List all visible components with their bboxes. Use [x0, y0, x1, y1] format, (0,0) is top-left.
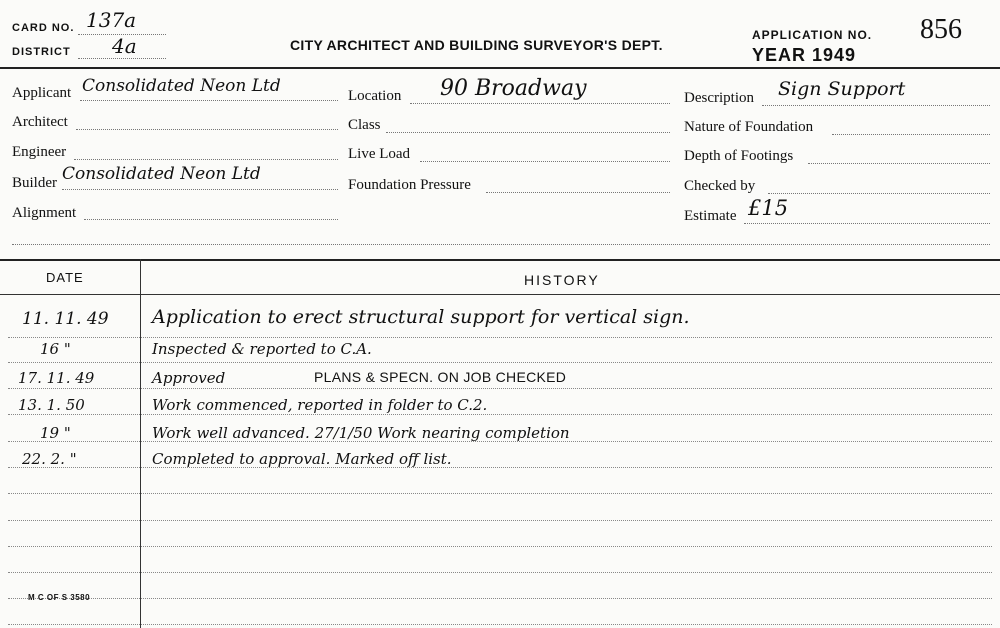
history-rule	[8, 520, 992, 521]
history-header: HISTORY	[524, 272, 600, 288]
application-no-value: 856	[920, 14, 962, 45]
live-load-label: Live Load	[348, 146, 411, 162]
builder-label: Builder	[12, 175, 57, 191]
applicant-label: Applicant	[12, 85, 72, 101]
history-date: 16 "	[40, 340, 71, 358]
applicant-value: Consolidated Neon Ltd	[82, 76, 281, 96]
history-rule	[8, 598, 992, 599]
history-rule	[8, 572, 992, 573]
architect-line	[76, 129, 338, 130]
history-header-rule	[0, 294, 1000, 295]
architect-label: Architect	[12, 114, 68, 130]
history-date: 22. 2. "	[22, 450, 77, 468]
history-date: 13. 1. 50	[18, 396, 85, 414]
form-code: M C OF S 3580	[28, 593, 91, 602]
history-rule	[8, 362, 992, 363]
builder-line	[62, 189, 338, 190]
approval-stamp: PLANS & SPECN. ON JOB CHECKED	[314, 369, 567, 385]
class-line	[386, 132, 670, 133]
year-label: YEAR 1949	[752, 45, 857, 65]
district-line	[78, 58, 166, 59]
district-value: 4a	[112, 34, 137, 58]
header-divider	[0, 67, 1000, 69]
description-line	[762, 105, 990, 106]
history-text: Application to erect structural support for vertical sign.	[152, 306, 690, 328]
district-label: DISTRICT	[12, 46, 71, 58]
extra-line	[12, 244, 990, 245]
nature-of-foundation-line	[832, 134, 990, 135]
alignment-label: Alignment	[12, 205, 77, 221]
date-header: DATE	[46, 270, 84, 285]
history-rule	[8, 414, 992, 415]
live-load-line	[420, 161, 670, 162]
history-text: Work commenced, reported in folder to C.2.	[152, 396, 488, 414]
application-no-label: APPLICATION NO.	[752, 28, 873, 42]
history-date: 19 "	[40, 424, 71, 442]
history-top-rule	[0, 259, 1000, 261]
history-text: Work well advanced. 27/1/50 Work nearing completion	[152, 424, 570, 442]
description-value: Sign Support	[778, 78, 906, 100]
foundation-pressure-line	[486, 192, 670, 193]
location-label: Location	[348, 88, 402, 104]
applicant-line	[80, 100, 338, 101]
depth-of-footings-label: Depth of Footings	[684, 148, 794, 164]
location-value: 90 Broadway	[440, 76, 587, 101]
engineer-label: Engineer	[12, 144, 67, 160]
checked-by-line	[768, 193, 990, 194]
builder-value: Consolidated Neon Ltd	[62, 164, 261, 184]
estimate-label: Estimate	[684, 208, 737, 224]
history-rule	[8, 493, 992, 494]
alignment-line	[84, 219, 338, 220]
engineer-line	[74, 159, 338, 160]
estimate-value: £15	[748, 196, 789, 220]
history-text: Inspected & reported to C.A.	[152, 340, 372, 358]
history-date: 11. 11. 49	[22, 309, 109, 329]
history-text: Completed to approval. Marked off list.	[152, 450, 452, 468]
history-rule	[8, 388, 992, 389]
foundation-pressure-label: Foundation Pressure	[348, 177, 471, 193]
card-no-label: CARD NO.	[12, 22, 75, 34]
nature-of-foundation-label: Nature of Foundation	[684, 119, 814, 135]
description-label: Description	[684, 90, 754, 106]
depth-of-footings-line	[808, 163, 990, 164]
history-rule	[8, 337, 992, 338]
department-title: CITY ARCHITECT AND BUILDING SURVEYOR'S DEPT.	[290, 37, 663, 53]
history-date: 17. 11. 49	[18, 369, 95, 387]
history-text: Approved	[152, 369, 226, 387]
checked-by-label: Checked by	[684, 178, 756, 194]
location-line	[410, 103, 670, 104]
history-rule	[8, 546, 992, 547]
history-rule	[8, 624, 992, 625]
card-no-value: 137a	[86, 8, 137, 32]
estimate-line	[744, 223, 990, 224]
class-label: Class	[348, 117, 381, 133]
